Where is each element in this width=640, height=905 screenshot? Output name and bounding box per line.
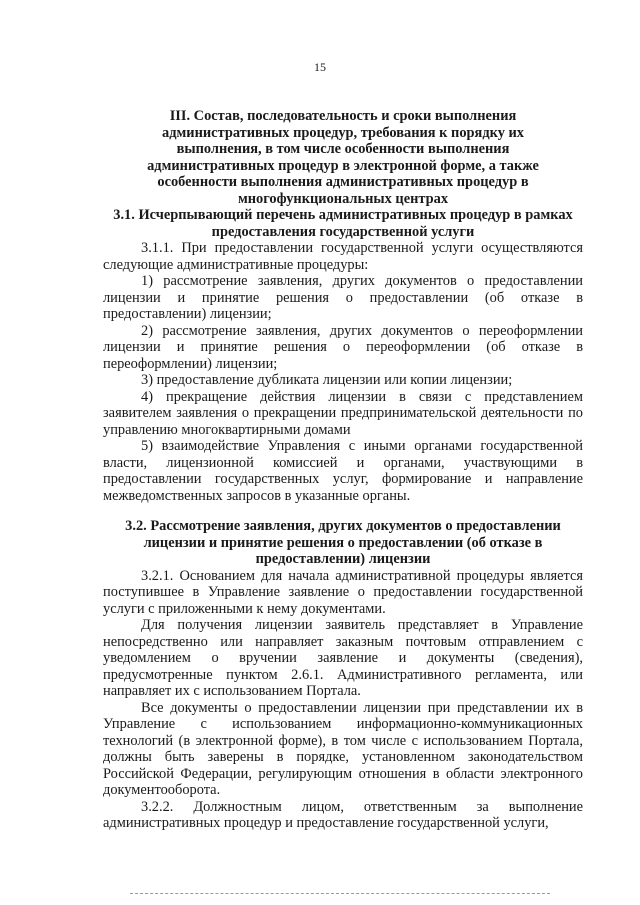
section-gap <box>103 504 583 518</box>
procedure-item-4: 4) прекращение действия лицензии в связи с представлением заявителем заявления о прекращении предпринимательской деятельности по управлению многоквартирными домами <box>103 388 583 438</box>
section-3-2-heading: 3.2. Рассмотрение заявления, других документов о предоставлении лицензии и принятие решения о предоставлении (об отказе в предоставлении) лицензии <box>125 518 561 567</box>
footer-divider <box>130 893 550 894</box>
procedure-item-1: 1) рассмотрение заявления, других документов о предоставлении лицензии и принятие решения о предоставлении (об отказе в предоставлении) лицензии; <box>103 273 583 322</box>
paragraph-license-submission: Для получения лицензии заявитель представляет в Управление непосредственно или направляет заказным почтовым отправлением с уведомлением о вручении заявление и документы (сведения), предусмотренные пунктом 2.6.1. Административного регламента, или направляет их с использованием Портала. <box>103 617 583 699</box>
section-3-1-heading: 3.1. Исчерпывающий перечень административных процедур в рамках предоставления государственной услуги <box>113 207 573 240</box>
paragraph-3-2-1: 3.2.1. Основанием для начала административной процедуры является поступившее в Управление заявление о предоставлении государственной услуги с приложенными к нему документами. <box>103 567 583 617</box>
procedure-item-3: 3) предоставление дубликата лицензии или копии лицензии; <box>141 372 513 388</box>
paragraph-electronic-documents: Все документы о предоставлении лицензии при представлении их в Управление с использованием информационно-коммуникационных технологий (в электронной форме), в том числе с использованием Портала, должны быть заверены в порядке, установленном законодательством Российской Федерации, регулирующим отношения в области электронного документооборота. <box>103 699 583 798</box>
procedure-item-2: 2) рассмотрение заявления, других документов о переоформлении лицензии и принятие решения о переоформлении (об отказе в переоформлении) лицензии; <box>103 322 583 372</box>
document-body <box>103 108 583 832</box>
paragraph-3-2-2: 3.2.2. Должностным лицом, ответственным за выполнение административных процедур и предоставление государственной услуги, <box>103 798 583 831</box>
paragraph-3-1-1: 3.1.1. При предоставлении государственной услуги осуществляются следующие административные процедуры: <box>103 240 583 273</box>
page-number: 15 <box>314 60 326 74</box>
section-3-title: III. Состав, последовательность и сроки выполнения административных процедур, требования к порядку их выполнения, в том числе особенности выполнения административных процедур в электронной форме, а также особенности выполнения административных процедур в многофункциональных центрах <box>147 108 539 207</box>
procedure-item-5: 5) взаимодействие Управления с иными органами государственной власти, лицензионной комиссией и органами, участвующими в предоставлении государственных услуг, формирование и направление межведомственных запросов в указанные органы. <box>103 438 583 504</box>
